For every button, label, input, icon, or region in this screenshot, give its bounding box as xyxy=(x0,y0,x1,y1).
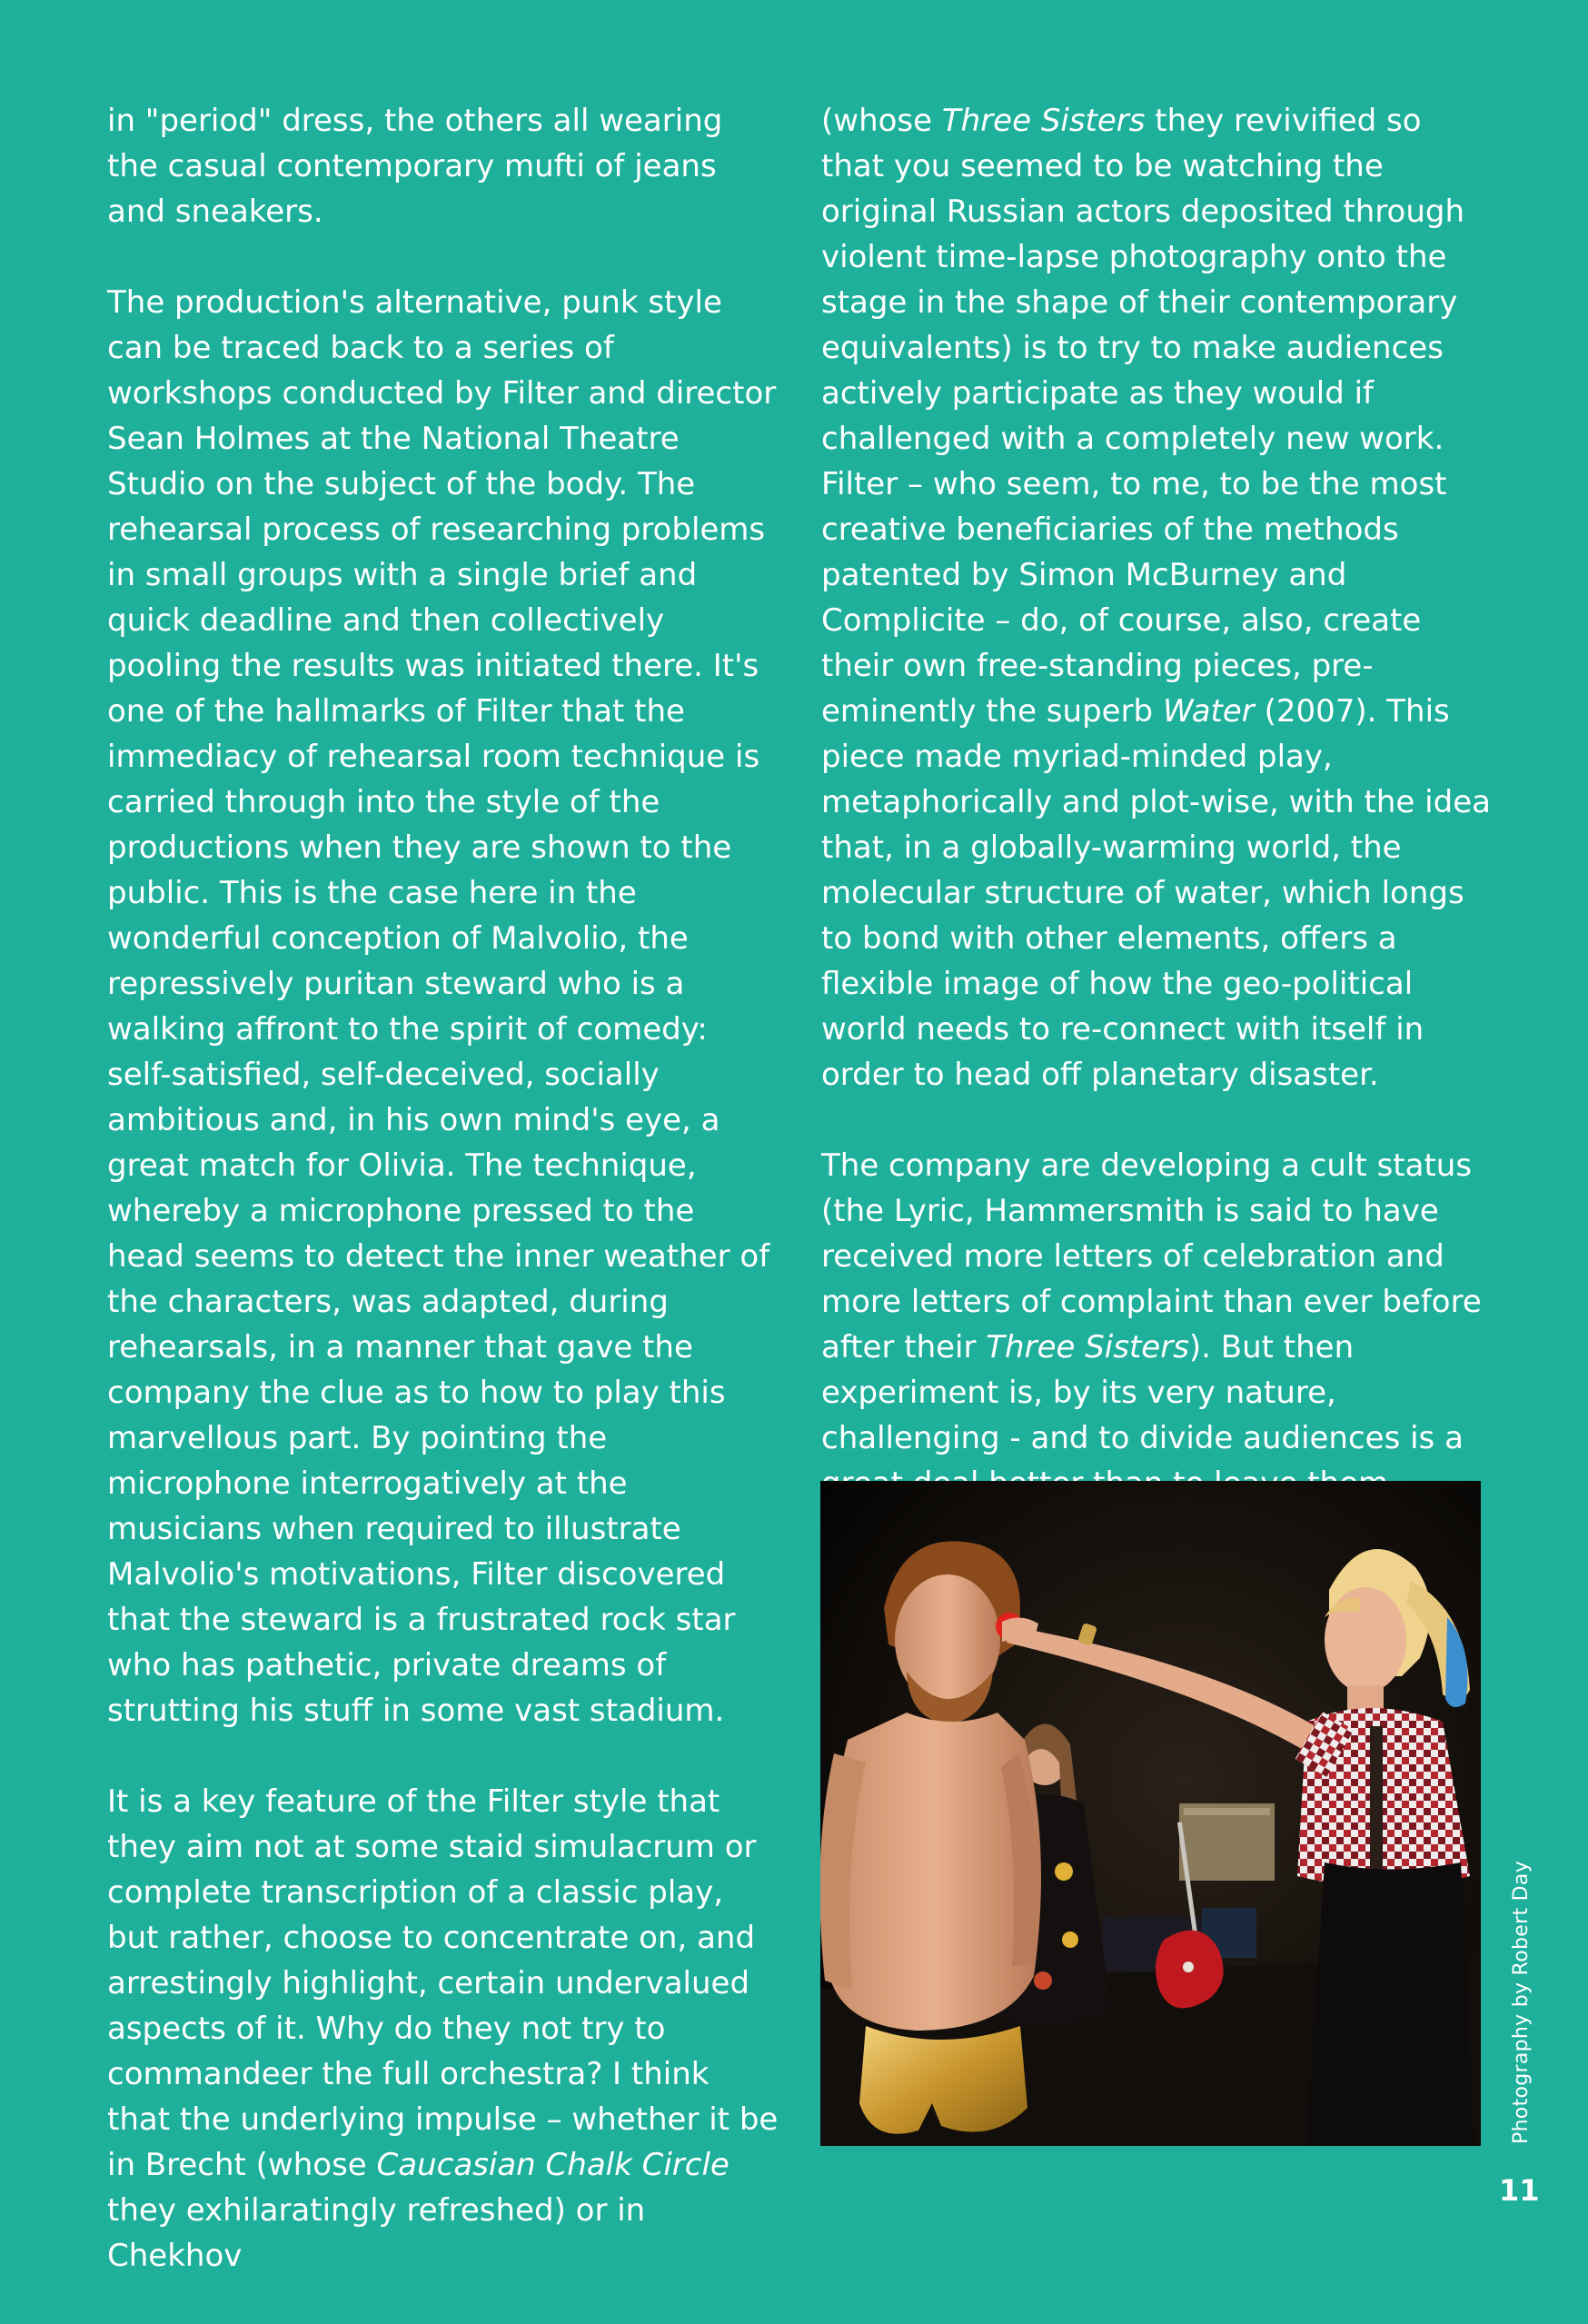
work-title: Water xyxy=(1162,693,1255,730)
paragraph-text: they revivified so that you seemed to be watching the original Russian actors deposited through violent time-lapse photography onto the stage in the shape of their contemporary equivalents) is to try to make audiences actively participate as they would if challenged with a completely new work. Filter – who seem, to me, to be the most creative beneficiaries of the methods patented by Simon McBurney and Complicite – do, of course, also, create their own free-standing pieces, pre-eminently the superb xyxy=(821,103,1465,730)
article-column-right xyxy=(821,98,1492,1597)
photo-credit: Photography by Robert Day xyxy=(1510,1860,1533,2144)
article-paragraph xyxy=(821,98,1492,1097)
paragraph-text: (2007). This piece made myriad-minded play, metaphorically and plot-wise, with the idea that, in a globally-warming world, the molecular structure of water, which longs to bond with other elements, offers a flexible image of how the geo-political world needs to re-connect with itself in order to head off planetary disaster. xyxy=(821,693,1491,1093)
paragraph-text: (whose xyxy=(821,103,942,139)
paragraph-text: The production's alternative, punk style can be traced back to a series of workshops conducted by Filter and director Sean Holmes at the National Theatre Studio on the subject of the body. The rehearsal process of researching problems in small groups with a single brief and quick deadline and then collectively pooling the results was initiated there. It's one of the hallmarks of Filter that the immediacy of rehearsal room technique is carried through into the style of the productions when they are shown to the public. This is the case here in the wonderful conception of Malvolio, the repressively puritan steward who is a walking affront to the spirit of comedy: self-satisfied, self-deceived, socially ambitious and, in his own mind's eye, a great match for Olivia. The technique, whereby a microphone pressed to the head seems to detect the inner weather of the characters, was adapted, during rehearsals, in a manner that gave the company the clue as to how to play this marvellous part. By pointing the microphone interrogatively at the musicians when required to illustrate Malvolio's motivations, Filter discovered that the steward is a frustrated rock star who has pathetic, private dreams of strutting his stuff in some vast stadium. xyxy=(107,284,777,1729)
article-column-left xyxy=(107,98,779,2324)
paragraph-text: in "period" dress, the others all wearing the casual contemporary mufti of jeans and sneakers. xyxy=(107,103,723,230)
paragraph-text: The company are developing a cult status (the Lyric, Hammersmith is said to have received more letters of celebration and more letters of complaint than ever before after their xyxy=(821,1147,1482,1366)
page-number: 11 xyxy=(1499,2173,1540,2208)
production-photo xyxy=(820,1481,1481,2146)
paragraph-text: It is a key feature of the Filter style that they aim not at some staid simulacrum or complete transcription of a classic play, but rather, choose to concentrate on, and arrestingly highlight, certain undervalued aspects of it. Why do they not try to commandeer the full orchestra? I think that the underlying impulse – whether it be in Brecht (whose xyxy=(107,1783,779,2183)
paragraph-text: ). But then experiment is, by its very nature, challenging - and to divide audiences is a xyxy=(821,1329,1464,1456)
work-title: Caucasian Chalk Circle xyxy=(376,2147,729,2183)
article-paragraph xyxy=(107,1779,779,2279)
work-title: Three Sisters xyxy=(941,103,1146,139)
article-paragraph xyxy=(107,98,779,234)
paragraph-text: they exhilaratingly refreshed) or in Chekhov xyxy=(107,2192,646,2274)
work-title: Three Sisters xyxy=(986,1329,1189,1366)
article-paragraph xyxy=(107,280,779,1733)
